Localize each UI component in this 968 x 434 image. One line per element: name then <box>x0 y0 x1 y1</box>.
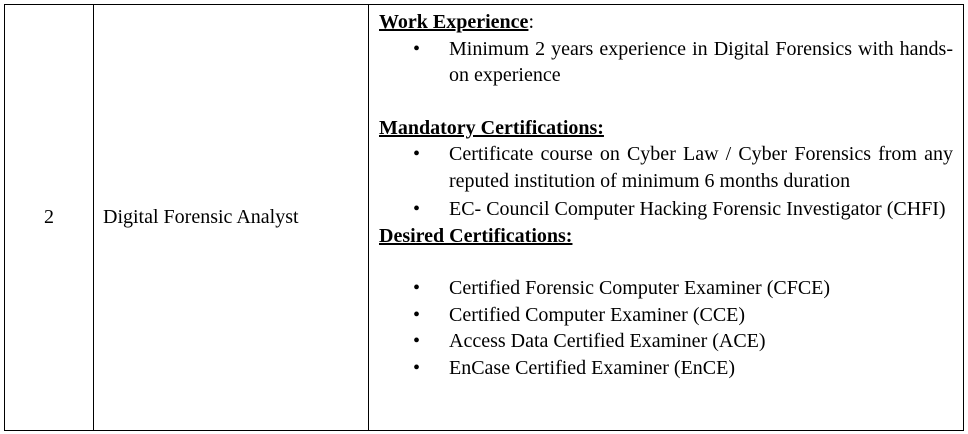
bullet-icon: • <box>413 277 421 299</box>
requirements-table <box>4 4 964 431</box>
mandatory-certifications-heading: Mandatory Certifications: <box>379 116 604 139</box>
work-experience-list <box>379 36 953 89</box>
table-row <box>5 5 964 431</box>
desired-certifications-heading: Desired Certifications: <box>379 224 573 247</box>
spacer <box>379 89 953 115</box>
role-cell <box>94 5 369 431</box>
desired-certifications-heading-line <box>379 223 953 250</box>
spacer <box>379 249 953 275</box>
list-item-text: Access Data Certified Examiner (ACE) <box>449 330 766 352</box>
bullet-icon: • <box>413 37 421 60</box>
work-experience-heading-suffix: : <box>528 11 534 33</box>
list-item <box>379 141 953 194</box>
requirements-cell <box>369 5 964 431</box>
desired-certifications-list <box>379 275 953 381</box>
list-item-text: Minimum 2 years experience in Digital Forensics with hands-on experience <box>449 37 953 86</box>
list-item <box>379 275 953 302</box>
mandatory-certifications-heading-line <box>379 115 953 142</box>
list-item <box>379 328 953 355</box>
list-item <box>379 302 953 329</box>
list-item-text: EC- Council Computer Hacking Forensic Investigator (CHFI) <box>449 198 946 220</box>
bullet-icon: • <box>413 356 421 379</box>
serial-number-cell <box>5 5 94 431</box>
bullet-icon: • <box>413 198 421 220</box>
role-title: Digital Forensic Analyst <box>103 206 299 228</box>
list-item <box>379 196 953 223</box>
list-item <box>379 355 953 382</box>
list-item-text: EnCase Certified Examiner (EnCE) <box>449 356 736 379</box>
list-item-text: Certificate course on Cyber Law / Cyber Forensics from any reputed institution of minimum 6 months duration <box>449 143 953 192</box>
bullet-icon: • <box>413 303 421 326</box>
serial-number: 2 <box>44 206 54 228</box>
work-experience-heading-line <box>379 9 953 36</box>
list-item-text: Certified Computer Examiner (CCE) <box>449 303 746 326</box>
mandatory-certifications-list <box>379 141 953 223</box>
bullet-icon: • <box>413 143 421 165</box>
work-experience-heading: Work Experience <box>379 11 529 33</box>
bullet-icon: • <box>413 330 421 352</box>
list-item-text: Certified Forensic Computer Examiner (CFCE) <box>449 277 831 299</box>
list-item <box>379 36 953 89</box>
